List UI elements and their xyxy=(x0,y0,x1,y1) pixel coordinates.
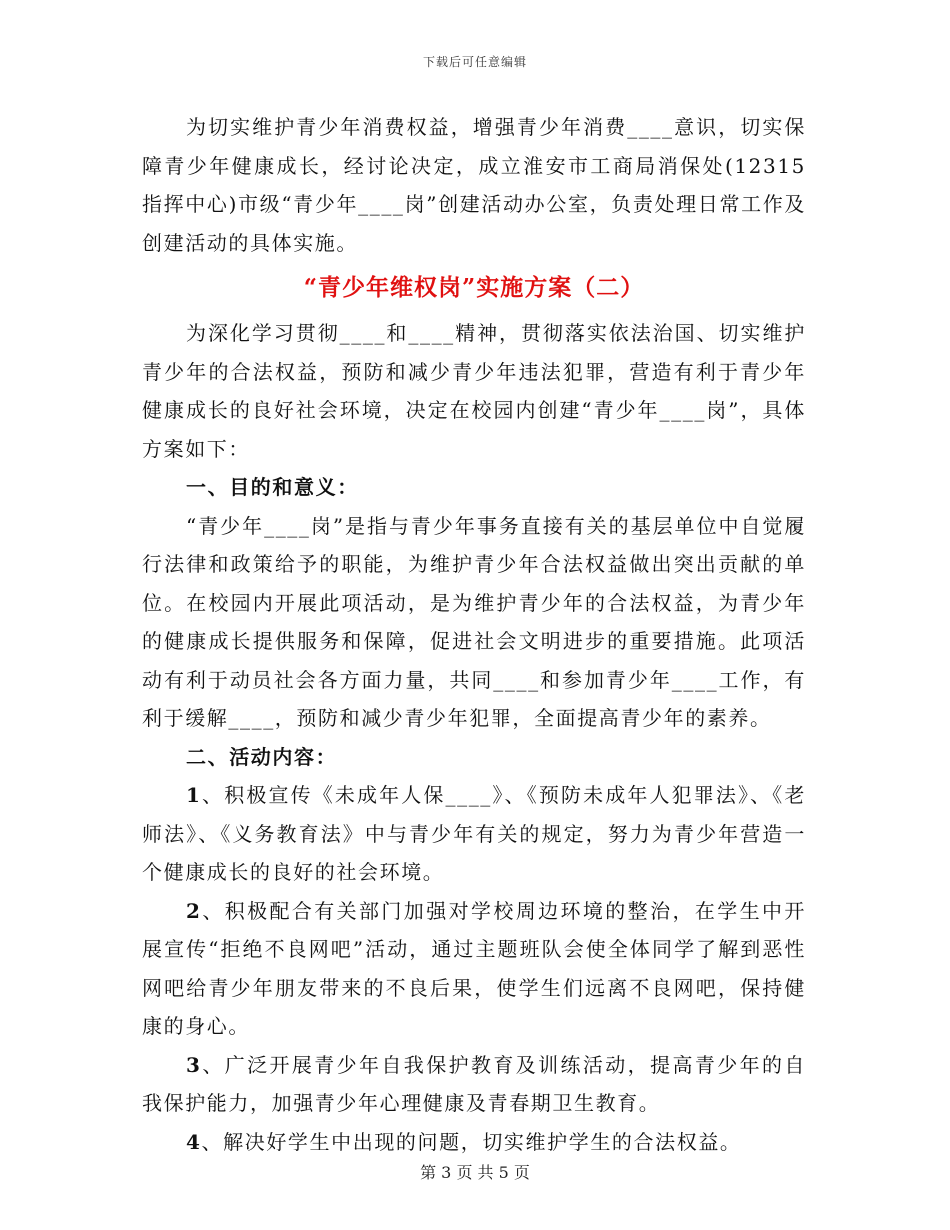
preface-paragraph: 为深化学习贯彻____和____精神，贯彻落实依法治国、切实维护青少年的合法权益，预防和减少青少年违法犯罪，营造有利于青少年健康成长的良好社会环境，决定在校园内创建“青少年____岗”，具体方案如下： xyxy=(142,321,806,461)
item-text: 、广泛开展青少年自我保护教育及训练活动，提高青少年的自我保护能力，加强青少年心理健康及青春期卫生教育。 xyxy=(142,1052,806,1115)
activity-item-3 xyxy=(142,1046,806,1123)
intro-paragraph: 为切实维护青少年消费权益，增强青少年消费____意识，切实保障青少年健康成长，经讨论决定，成立淮安市工商局消保处(12315指挥中心)市级“青少年____岗”创建活动办公室，负责处理日常工作及创建活动的具体实施。 xyxy=(142,115,806,255)
activity-item-2 xyxy=(142,892,806,1046)
document-body xyxy=(142,108,806,1161)
item-text: 、解决好学生中出现的问题，切实维护学生的合法权益。 xyxy=(201,1129,742,1154)
item-number: 4 xyxy=(186,1129,202,1154)
item-number: 3 xyxy=(186,1052,202,1077)
document-title: “青少年维权岗”实施方案（二） xyxy=(303,274,645,301)
item-number: 2 xyxy=(186,898,202,923)
section-heading-purpose: 一、目的和意义： xyxy=(186,475,359,499)
activity-item-1 xyxy=(142,776,806,892)
activity-item-4 xyxy=(142,1123,806,1162)
item-text: 、积极宣传《未成年人保____》、《预防未成年人犯罪法》、《老师法》、《义务教育法》中与青少年有关的规定，努力为青少年营造一个健康成长的良好的社会环境。 xyxy=(142,783,806,884)
purpose-paragraph: “青少年____岗”是指与青少年事务直接有关的基层单位中自觉履行法律和政策给予的职能，为维护青少年合法权益做出突出贡献的单位。在校园内开展此项活动，是为维护青少年的合法权益，为青少年的健康成长提供服务和保障，促进社会文明进步的重要措施。此项活动有利于动员社会各方面力量，共同____和参加青少年____工作，有利于缓解____，预防和减少青少年犯罪，全面提高青少年的素养。 xyxy=(142,513,806,730)
header-note: 下载后可任意编辑 xyxy=(422,55,527,69)
page-footer: 第 3 页 共 5 页 xyxy=(420,1163,530,1182)
item-text: 、积极配合有关部门加强对学校周边环境的整治，在学生中开展宣传“拒绝不良网吧”活动，通过主题班队会使全体同学了解到恶性网吧给青少年朋友带来的不良后果，使学生们远离不良网吧，保持健康的身心。 xyxy=(142,898,806,1038)
item-number: 1 xyxy=(186,783,202,807)
section-heading-activities: 二、活动内容： xyxy=(186,744,338,769)
